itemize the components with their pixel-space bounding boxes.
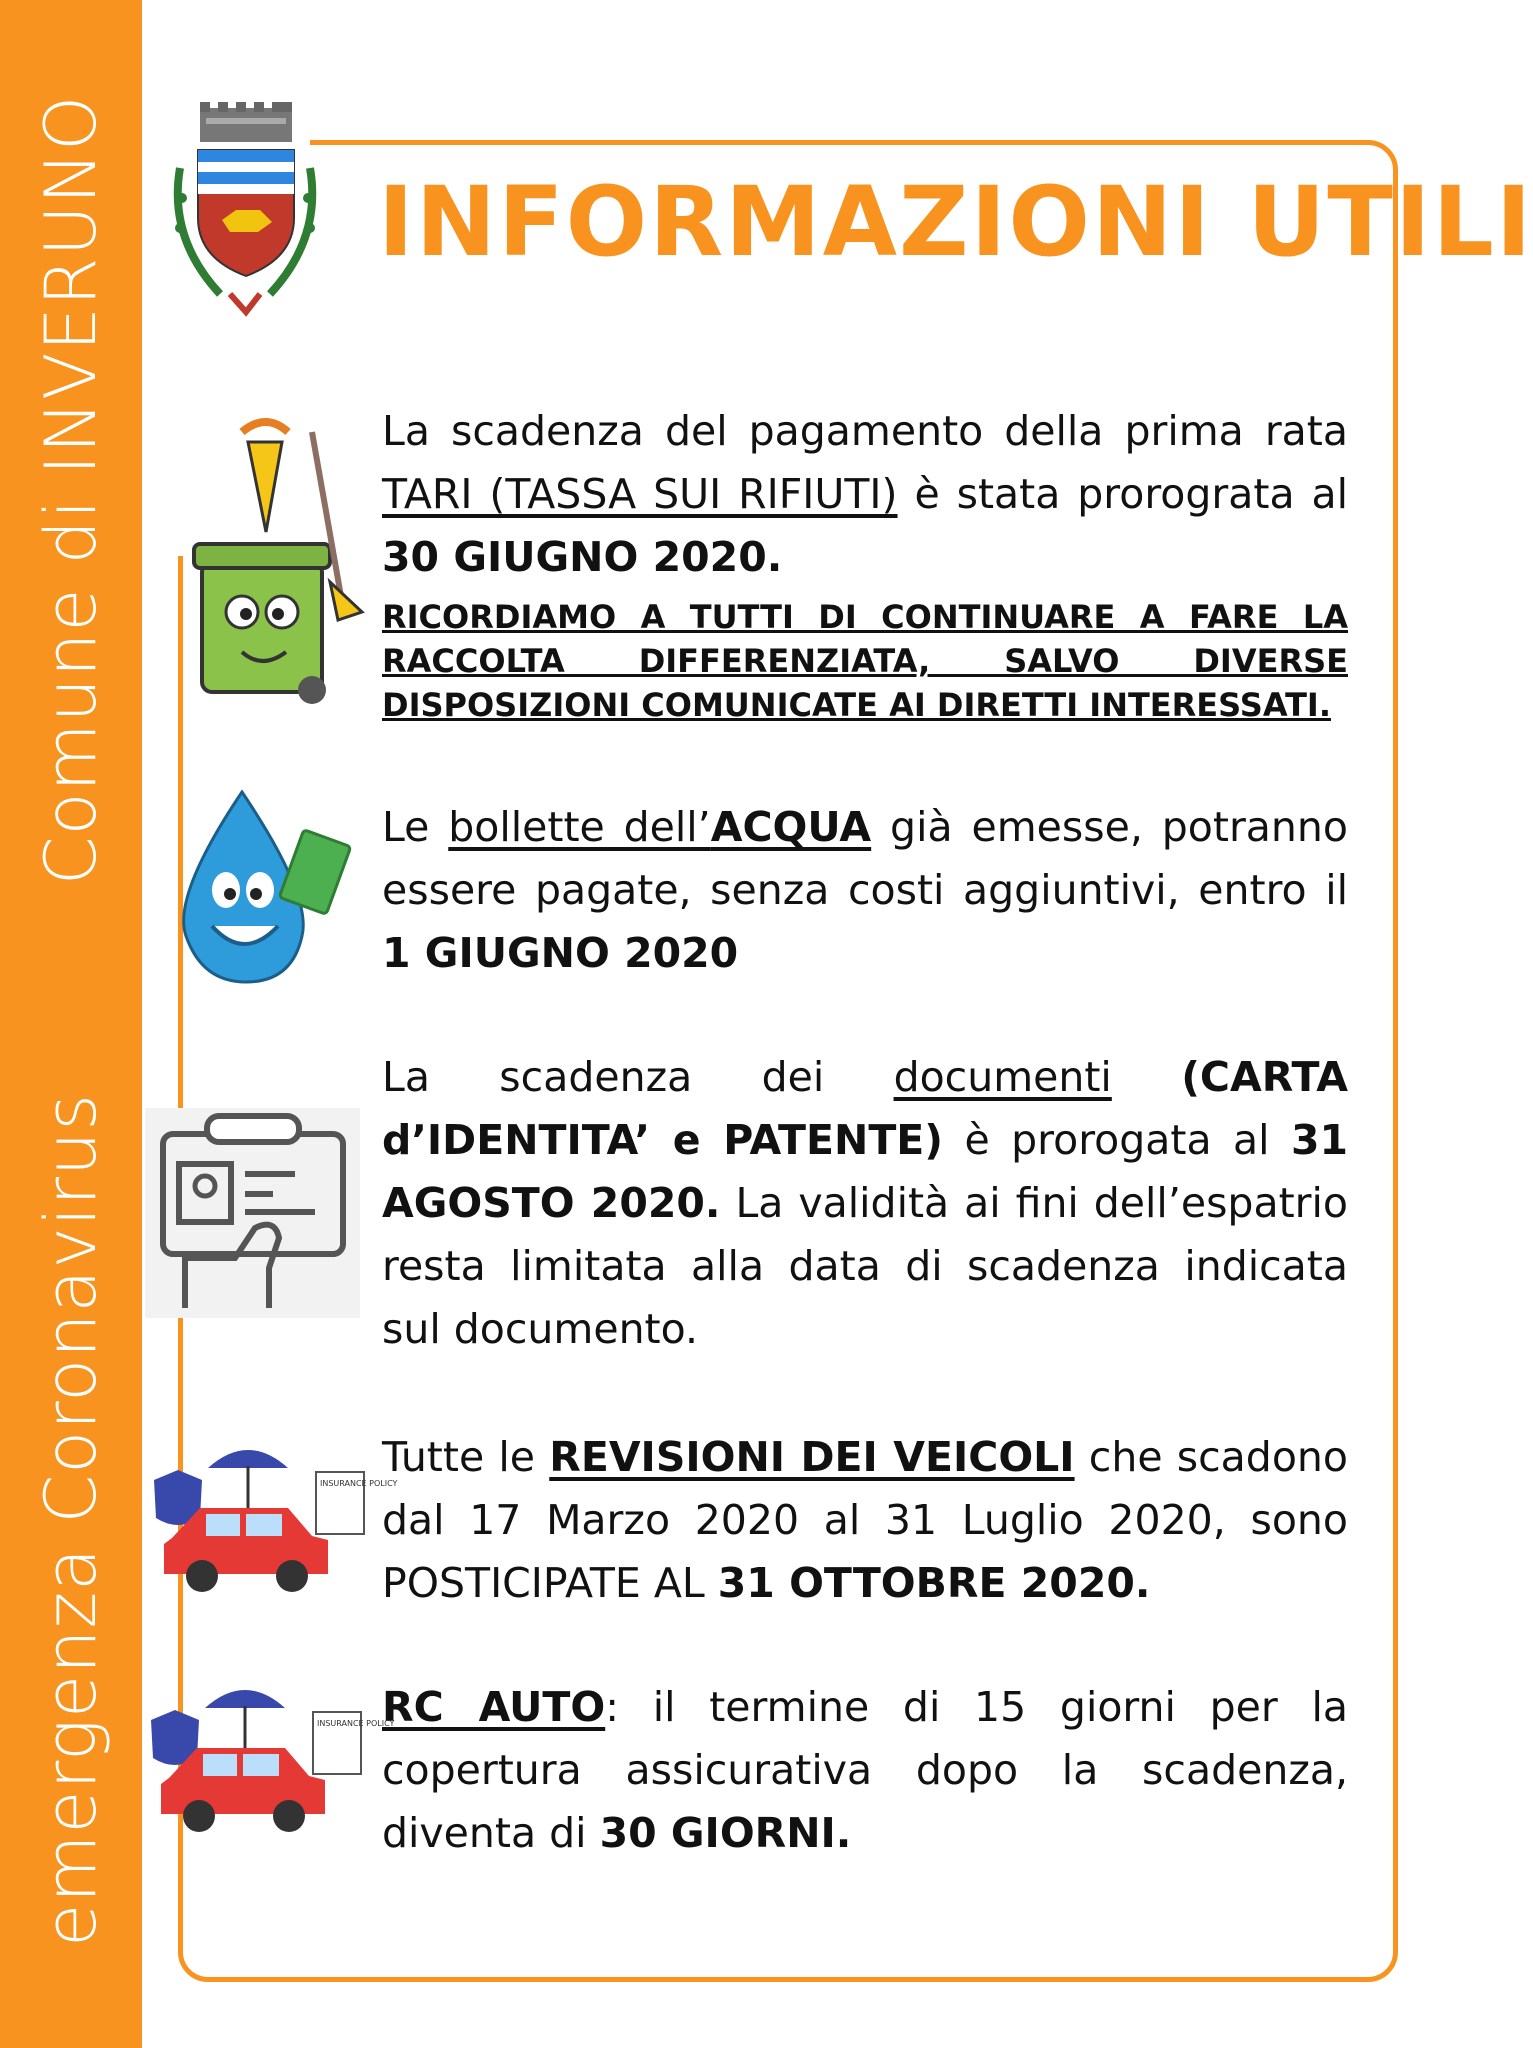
docs-space xyxy=(1112,1053,1181,1101)
tari-text-2: è stata prorograta al xyxy=(897,470,1349,518)
docs-types: (CARTA d’IDENTITA’ e PATENTE) xyxy=(382,1053,1348,1164)
rc-auto-paragraph xyxy=(382,1676,1348,1865)
policy-label-2: INSURANCE POLICY xyxy=(317,1719,395,1728)
water-bills-label: bollette dell’ xyxy=(448,803,711,851)
revision-text-1: Tutte le xyxy=(382,1433,550,1481)
revision-text-2: che scadono dal 17 Marzo 2020 al 31 Luglio 2020, sono POSTICIPATE AL xyxy=(382,1433,1348,1607)
sidebar-band xyxy=(0,0,142,2048)
tari-text-1: La scadenza del pagamento della prima rata xyxy=(382,407,1348,455)
coat-of-arms-icon xyxy=(160,98,330,328)
revision-deadline: 31 OTTOBRE 2020. xyxy=(717,1559,1151,1607)
car-insurance-icon xyxy=(148,1428,398,1600)
waste-bin-mascot-icon xyxy=(162,412,372,712)
revision-label: REVISIONI DEI VEICOLI xyxy=(549,1433,1075,1481)
documents-paragraph xyxy=(382,1046,1348,1361)
tari-reminder-note: RICORDIAMO A TUTTI DI CONTINUARE A FARE LA RACCOLTA DIFFERENZIATA, SALVO DIVERSE DISPOSIZIONI COMUNICATE AI DIRETTI INTERESSATI. xyxy=(382,598,1348,724)
water-bill-paragraph xyxy=(382,796,1348,985)
docs-text-1: La scadenza dei xyxy=(382,1053,894,1101)
water-deadline: 1 GIUGNO 2020 xyxy=(382,929,739,977)
sidebar-emergency-text: emergenza Coronavirus xyxy=(30,1093,112,1947)
page-title: INFORMAZIONI UTILI xyxy=(378,166,1533,278)
id-card-icon xyxy=(145,1108,360,1318)
water-acqua-label: ACQUA xyxy=(710,803,872,851)
water-text-2: già emesse, potranno essere pagate, senza costi aggiuntivi, entro il xyxy=(382,803,1348,914)
rc-auto-deadline: 30 GIORNI. xyxy=(599,1809,852,1857)
car-insurance-icon-2 xyxy=(145,1668,395,1840)
vehicle-inspection-paragraph xyxy=(382,1426,1348,1615)
water-drop-mascot-icon xyxy=(162,786,362,996)
tari-deadline: 30 GIUGNO 2020. xyxy=(382,533,783,581)
policy-label: INSURANCE POLICY xyxy=(320,1479,398,1488)
docs-label: documenti xyxy=(893,1053,1112,1101)
rc-auto-text: : il termine di 15 giorni per la copertura assicurativa dopo la scadenza, diventa di xyxy=(382,1683,1348,1857)
docs-text-3: La validità ai fini dell’espatrio resta limitata alla data di scadenza indicata sul documento. xyxy=(382,1179,1348,1353)
tari-tax-name: TARI (TASSA SUI RIFIUTI) xyxy=(382,470,898,518)
docs-text-2: è prorogata al xyxy=(943,1116,1291,1164)
rc-auto-label: RC AUTO xyxy=(382,1683,606,1731)
docs-deadline: 31 AGOSTO 2020. xyxy=(382,1116,1349,1227)
sidebar-municipality-text: Comune di INVERUNO xyxy=(30,94,112,886)
tari-paragraph xyxy=(382,400,1348,727)
water-text-1: Le xyxy=(382,803,449,851)
